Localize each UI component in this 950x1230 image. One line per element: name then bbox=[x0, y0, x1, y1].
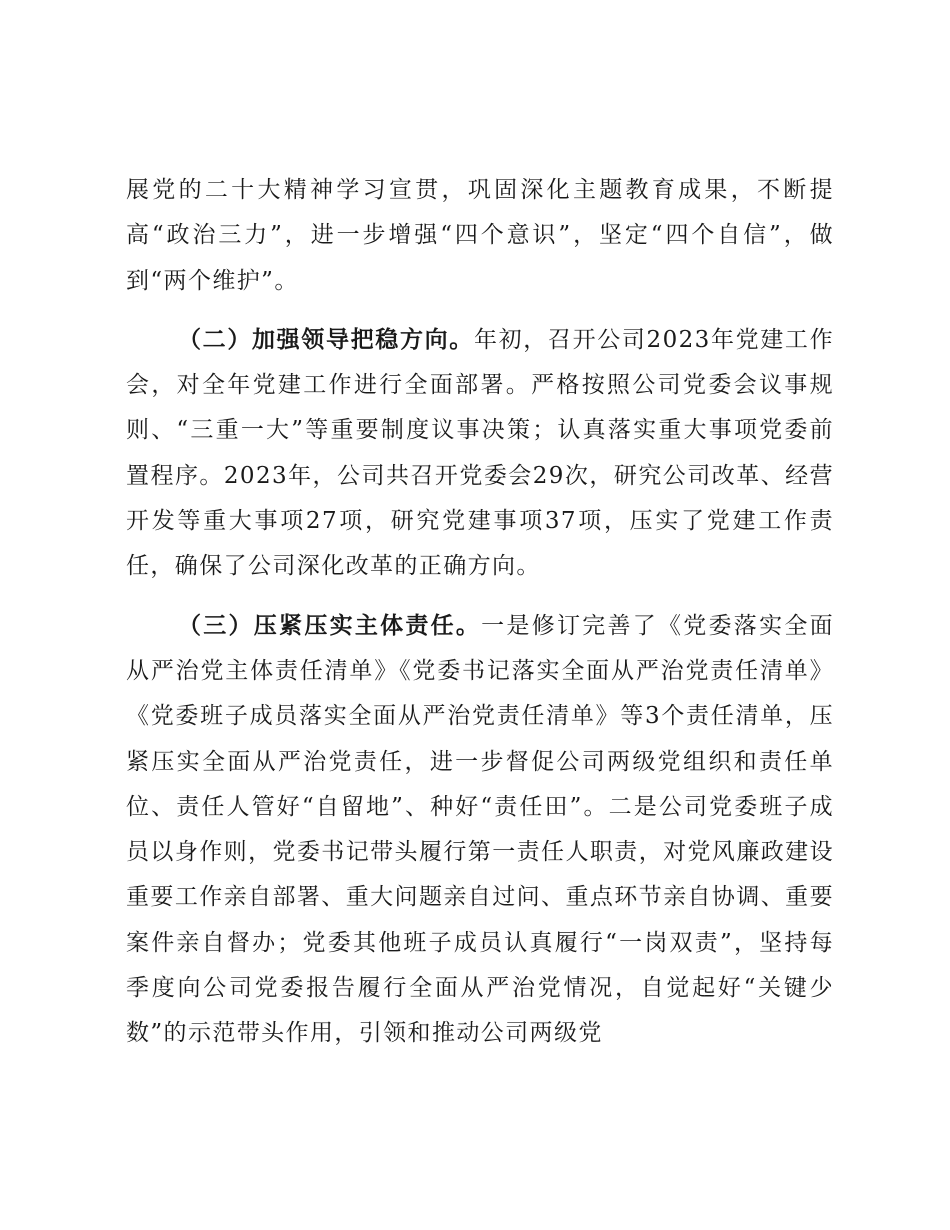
document-body bbox=[126, 168, 834, 1070]
paragraph-text: 一是修订完善了《党委落实全面从严治党主体责任清单》《党委书记落实全面从严治党责任清单》《党委班子成员落实全面从严治党责任清单》等3个责任清单，压紧压实全面从严治党责任，进一步督促公司两级党组织和责任单位、责任人管好“自留地”、种好“责任田”。二是公司党委班子成员以身作则，党委书记带头履行第一责任人职责，对党风廉政建设重要工作亲自部署、重大问题亲自过问、重点环节亲自协调、重要案件亲自督办；党委其他班子成员认真履行“一岗双责”，坚持每季度向公司党委报告履行全面从严治党情况，自觉起好“关键少数”的示范带头作用，引领和推动公司两级党 bbox=[126, 612, 834, 1047]
paragraph-section-3 bbox=[126, 603, 834, 1057]
paragraph-section-2 bbox=[126, 317, 834, 590]
section-heading-2: （二）加强领导把稳方向。 bbox=[178, 325, 474, 353]
paragraph-text: 展党的二十大精神学习宣贯，巩固深化主题教育成果，不断提高“政治三力”，进一步增强“四个意识”，坚定“四个自信”，做到“两个维护”。 bbox=[126, 177, 834, 294]
section-heading-3: （三）压紧压实主体责任。 bbox=[178, 611, 482, 639]
paragraph-continuation bbox=[126, 168, 834, 304]
paragraph-text: 年初，召开公司2023年党建工作会，对全年党建工作进行全面部署。严格按照公司党委会议事规则、“三重一大”等重要制度议事决策；认真落实重大事项党委前置程序。2023年，公司共召开党委会29次，研究公司改革、经营开发等重大事项27项，研究党建事项37项，压实了党建工作责任，确保了公司深化改革的正确方向。 bbox=[126, 326, 834, 580]
